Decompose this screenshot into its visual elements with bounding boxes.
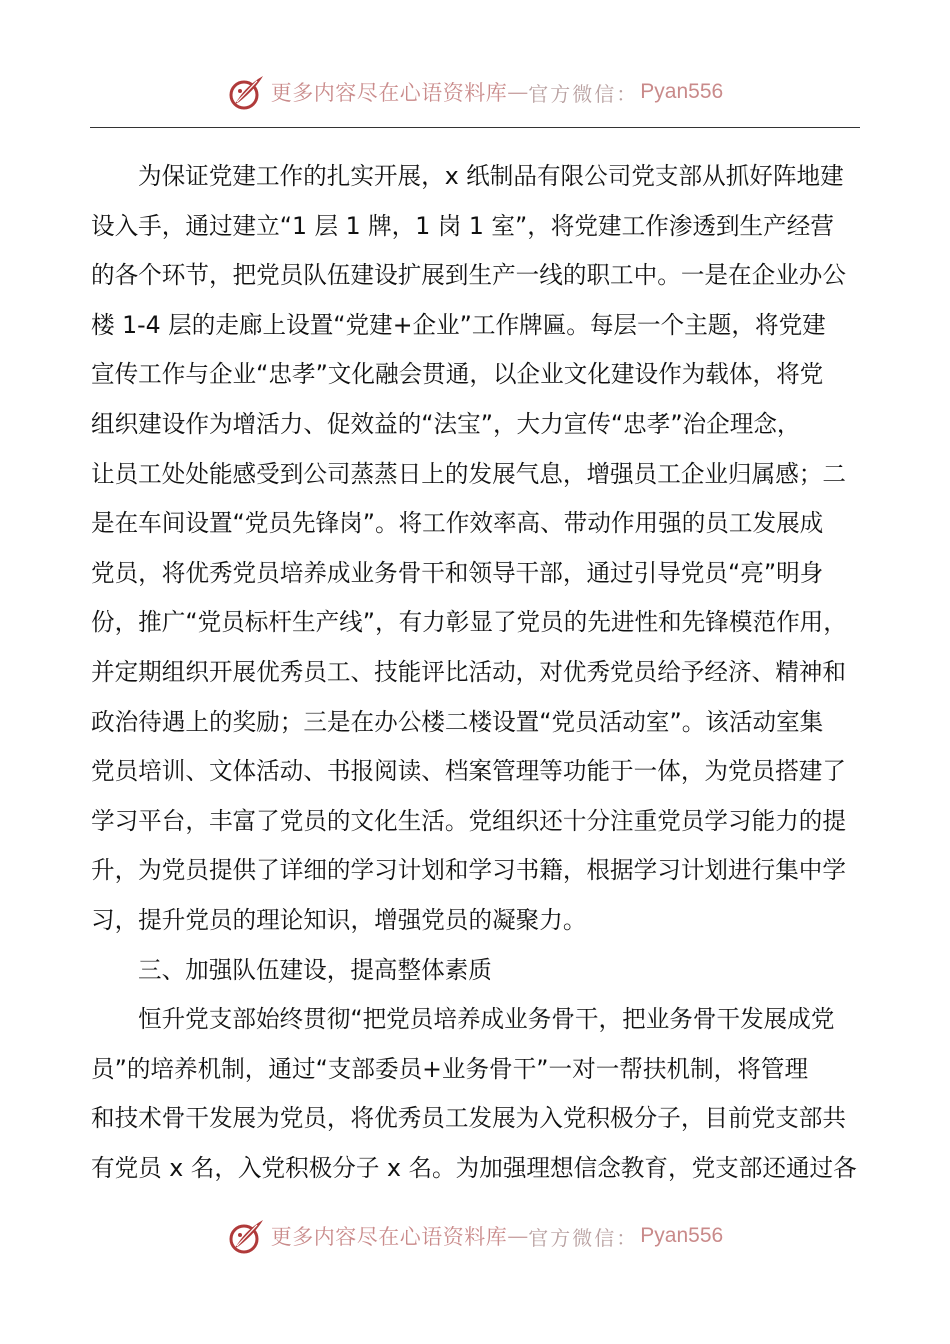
body-line: 习，提升党员的理论知识，增强党员的凝聚力。 — [91, 905, 587, 934]
watermark-wechat-label: 官方微信： — [528, 1225, 639, 1250]
watermark-dash: — — [507, 1224, 529, 1248]
body-line: 和技术骨干发展为党员，将优秀员工发展为入党积极分子，目前党支部共 — [91, 1104, 846, 1133]
body-line: 学习平台，丰富了党员的文化生活。党组织还十分注重党员学习能力的提 — [91, 806, 846, 835]
body-line: 让员工处处能感受到公司蒸蒸日上的发展气息，增强员工企业归属感；二 — [91, 459, 846, 488]
body-line: 为保证党建工作的扎实开展，x 纸制品有限公司党支部从抓好阵地建 — [138, 162, 844, 190]
body-line: 党员，将优秀党员培养成业务骨干和领导干部，通过引导党员“亮”明身 — [91, 558, 824, 587]
body-line: 宣传工作与企业“忠孝”文化融会贯通，以企业文化建设作为载体，将党 — [91, 360, 824, 389]
watermark-wechat-id: Pyan556 — [640, 1224, 724, 1247]
header-watermark — [0, 70, 950, 114]
watermark-dash: — — [507, 80, 529, 104]
quill-on-circle-icon — [227, 72, 267, 112]
watermark-site-text: 更多内容尽在心语资料库 — [270, 1225, 508, 1249]
body-line: 员”的培养机制，通过“支部委员+业务骨干”一对一帮扶机制，将管理 — [91, 1054, 809, 1083]
document-body — [91, 152, 861, 1193]
body-line: 并定期组织开展优秀员工、技能评比活动，对优秀党员给予经济、精神和 — [91, 657, 846, 686]
body-line: 的各个环节，把党员队伍建设扩展到生产一线的职工中。一是在企业办公 — [91, 261, 846, 290]
body-line: 份，推广“党员标杆生产线”，有力彰显了党员的先进性和先锋模范作用， — [91, 608, 847, 637]
body-line: 有党员 x 名，入党积极分子 x 名。为加强理想信念教育，党支部还通过各 — [91, 1153, 857, 1182]
footer-watermark — [0, 1214, 950, 1258]
quill-on-circle-icon — [227, 1216, 267, 1256]
body-line: 升，为党员提供了详细的学习计划和学习书籍，根据学习计划进行集中学 — [91, 856, 846, 885]
watermark-wechat-id: Pyan556 — [640, 80, 724, 103]
body-line: 楼 1-4 层的走廊上设置“党建+企业”工作牌匾。每层一个主题，将党建 — [91, 310, 826, 339]
body-line: 政治待遇上的奖励；三是在办公楼二楼设置“党员活动室”。该活动室集 — [91, 707, 824, 736]
body-line: 组织建设作为增活力、促效益的“法宝”，大力宣传“忠孝”治企理念， — [91, 409, 801, 438]
header-divider — [90, 127, 860, 128]
section-heading: 三、加强队伍建设，提高整体素质 — [138, 955, 492, 984]
body-line: 党员培训、文体活动、书报阅读、档案管理等功能于一体，为党员搭建了 — [91, 757, 846, 786]
body-line: 恒升党支部始终贯彻“把党员培养成业务骨干，把业务骨干发展成党 — [138, 1005, 835, 1034]
watermark-wechat-label: 官方微信： — [528, 81, 639, 106]
watermark-site-text: 更多内容尽在心语资料库 — [270, 81, 508, 105]
body-line: 是在车间设置“党员先锋岗”。将工作效率高、带动作用强的员工发展成 — [91, 509, 824, 538]
body-line: 设入手，通过建立“1 层 1 牌，1 岗 1 室”，将党建工作渗透到生产经营 — [91, 211, 834, 240]
